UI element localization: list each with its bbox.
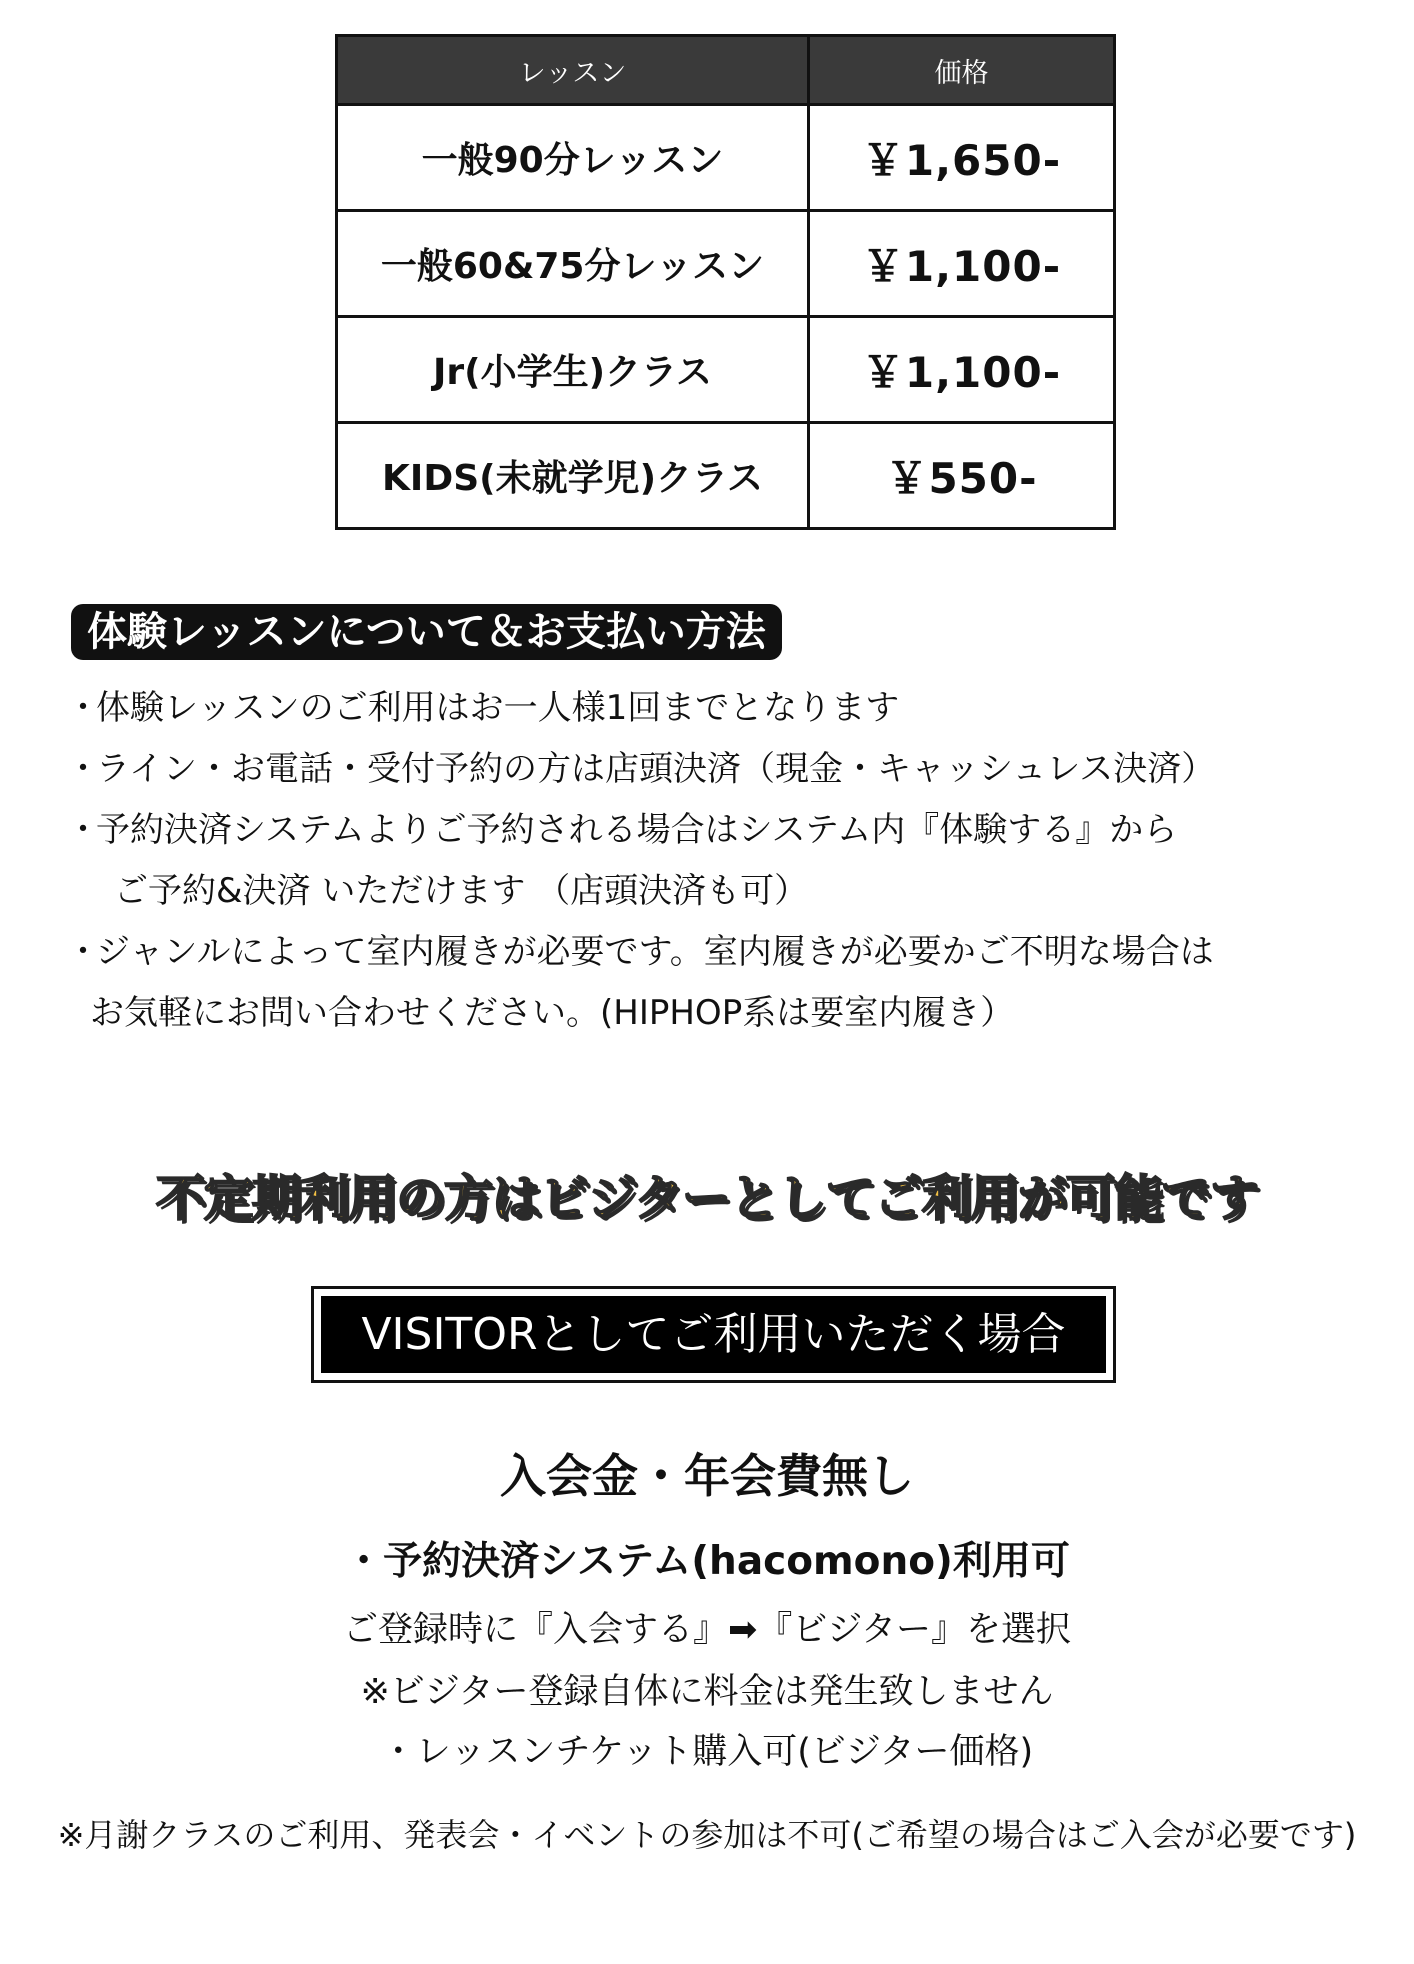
visitor-title: VISITORとしてご利用いただく場合 [321,1296,1106,1373]
trial-section-heading: 体験レッスンについて＆お支払い方法 [71,604,782,660]
bullet: ・ [66,932,100,972]
price-table [335,34,1116,530]
list-item [66,678,1366,739]
lesson-price: ￥1,100- [809,211,1115,317]
lesson-price: ￥550- [809,423,1115,529]
list-item [66,800,1366,922]
register-fee-note: ※ビジター登録自体に料金は発生致しません [360,1672,1054,1712]
table-row [337,423,1115,529]
lesson-name: 一般60&75分レッスン [337,211,809,317]
ticket-note: ・レッスンチケット購入可(ビジター価格) [380,1732,1034,1772]
note-text: 体験レッスンのご利用はお一人様1回までとなります [96,688,900,728]
table-row [337,317,1115,423]
no-fee-heading: 入会金・年会費無し [500,1449,914,1503]
footer-note: ※月謝クラスのご利用、発表会・イベントの参加は不可(ご希望の場合はご入会が必要です) [57,1816,1357,1854]
register-instruction: ご登録時に『入会する』➡『ビジター』を選択 [343,1610,1071,1650]
note-text: ライン・お電話・受付予約の方は店頭決済（現金・キャッシュレス決済） [96,749,1216,789]
price-column-header: 価格 [809,36,1115,105]
list-item [66,739,1366,800]
note-text: ジャンルによって室内履きが必要です。室内履きが必要かご不明な場合は [96,932,1214,972]
note-text: 予約決済システムよりご予約される場合はシステム内『体験する』から [96,810,1178,850]
hacomono-note: ・予約決済システム(hacomono)利用可 [344,1539,1070,1584]
lesson-price: ￥1,100- [809,317,1115,423]
price-table-header-row [337,36,1115,105]
lesson-name: 一般90分レッスン [337,105,809,211]
list-item [66,922,1366,1044]
lesson-column-header: レッスン [337,36,809,105]
bullet: ・ [66,688,100,728]
bullet: ・ [66,749,100,789]
lesson-name: Jr(小学生)クラス [337,317,809,423]
table-row [337,105,1115,211]
lesson-price: ￥1,650- [809,105,1115,211]
table-row [337,211,1115,317]
bullet: ・ [66,810,100,850]
visitor-banner: 不定期利用の方はビジターとしてご利用が可能です [155,1170,1259,1227]
lesson-name: KIDS(未就学児)クラス [337,423,809,529]
trial-notes-list [66,678,1366,1044]
note-text-continued: ご予約&決済 いただけます （店頭決済も可） [114,871,809,911]
note-text-continued: お気軽にお問い合わせください。(HIPHOP系は要室内履き） [90,993,1015,1033]
visitor-title-box [311,1286,1116,1383]
